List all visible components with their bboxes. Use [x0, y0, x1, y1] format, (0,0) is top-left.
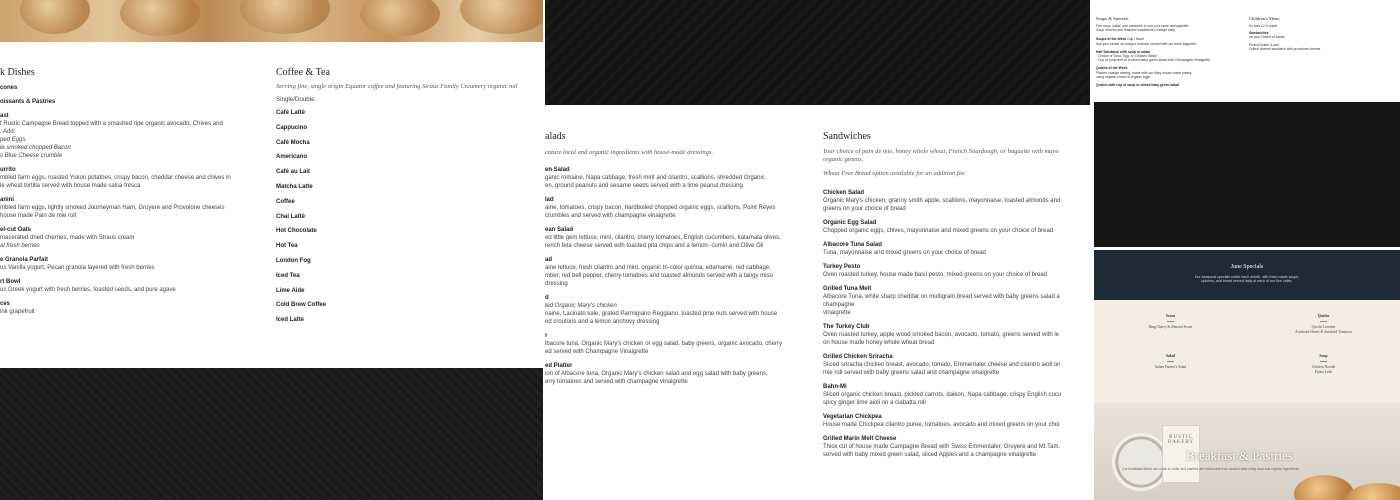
- special-salad: [1094, 354, 1247, 370]
- drink-item: Iced Tea: [276, 272, 300, 279]
- section-title: Sandwiches: [823, 131, 871, 142]
- special-item: Quiche Lorraine: [1311, 324, 1336, 329]
- menu-item: [0, 84, 265, 92]
- divider: [1320, 321, 1327, 322]
- item-name: e Granola Parfait: [0, 257, 49, 263]
- soup-block-name: Quiche with cup of soup or mixed baby green salad: [1096, 83, 1180, 88]
- item-description: on house made honey whole wheat bread: [823, 340, 935, 346]
- drink-item: Lime Aide: [276, 287, 305, 294]
- item-name: d: [545, 295, 549, 301]
- item-description: aine, tomatoes, crispy bacon, hardboiled chopped organic eggs, scallions, Point Reyes: [545, 205, 776, 211]
- section-description: [1096, 24, 1246, 32]
- menu-item: [545, 362, 817, 386]
- soup-block-line: Flavors change weekly, made with our flaky house-made pastry,: [1096, 70, 1192, 75]
- item-description: ed croutons and a lemon anchovy dressing: [545, 319, 660, 325]
- item-description: Albacore Tuna, white sharp cheddar on multigrain bread served with baby greens salad a: [823, 294, 1060, 300]
- item-description: ped Eggs: [0, 137, 26, 143]
- special-item: Artichoke Hearts & Sundried Tomatoes: [1295, 329, 1352, 334]
- menu-item: [545, 196, 817, 220]
- kids-item-line: Grilled cheese sandwich with provolone cheese: [1249, 46, 1321, 51]
- divider: [1167, 321, 1174, 322]
- breakfast-title: Breakfast & Pastries: [1186, 448, 1293, 463]
- kids-list: [1249, 31, 1399, 51]
- item-description: House made Chickpea cilantro puree, tomatoes, avocado and mixed greens on your choi: [823, 422, 1060, 428]
- item-description: champagne: [823, 302, 855, 308]
- item-description: Sliced sriracha chicken breast, avocado, tomato, Emmentaler cheese and cilantro aioli on: [823, 362, 1061, 368]
- item-description: Chopped organic eggs, chives, mayonnaise and mixed greens on your choice of bread: [823, 228, 1054, 234]
- single-double-label: Single/Double: [276, 96, 315, 103]
- sandwiches-section: [823, 131, 1090, 465]
- section-title: Children's Menu: [1249, 16, 1280, 21]
- item-name: Grilled Marin Melt Cheese: [823, 436, 897, 442]
- section-title: Soups & Specials: [1096, 16, 1129, 21]
- pastry-photo: [0, 0, 543, 42]
- wheat-free-note: Wheat Free Bread option available for an addition fee.: [823, 170, 967, 177]
- soups-children-page: [1094, 0, 1400, 102]
- coffee-tea-section: [276, 67, 543, 332]
- drink-item: Coffee: [276, 198, 295, 205]
- item-name: Bahn-Mi: [823, 384, 847, 390]
- soup-list: [1096, 37, 1246, 87]
- breakfast-pastries-hero: [1094, 403, 1400, 500]
- drink-item: Chai Latté: [276, 213, 306, 220]
- item-description: . Add:: [0, 129, 16, 135]
- menu-item: [0, 196, 265, 220]
- description-line: Soup choices and featured sandwiches change daily.: [1096, 28, 1176, 33]
- menu-item: [823, 263, 1090, 279]
- soup-block-name: Quiche of the Week: [1096, 66, 1128, 71]
- menu-item: [545, 294, 817, 326]
- menu-item: [0, 226, 265, 250]
- description-line: organic greens.: [823, 156, 864, 163]
- menu-item: [0, 112, 265, 160]
- soups-specials-section: [1096, 16, 1246, 91]
- item-description: al fresh berries: [0, 243, 40, 249]
- soup-block-line: · Cup of soup and or a mixed baby green salad with Champagne Vinaigrette: [1096, 58, 1211, 63]
- june-specials-banner: [1094, 250, 1400, 300]
- item-description: vinaigrette: [823, 310, 851, 316]
- salads-section: [545, 131, 817, 392]
- item-name: anini: [0, 197, 15, 203]
- menu-item: [823, 219, 1090, 235]
- special-item: Italian Farmer's Salad: [1154, 364, 1187, 369]
- menu-item: [823, 241, 1090, 257]
- menu-item: [0, 166, 265, 190]
- soup-block-line: Ask your server for today's choices, served with our fresh baguette.: [1096, 41, 1197, 46]
- soup-block-suffix: Cup / Bowl: [1126, 37, 1144, 42]
- item-description: rench feta cheese served with toasted pita chips and a lemon- cumin and Olive Oil: [545, 243, 764, 249]
- item-name: Turkey Pesto: [823, 264, 861, 270]
- box-label: RUSTIC BAKERY: [1167, 435, 1195, 445]
- item-description: erry tomatoes and served with champagne vinaigrette: [545, 379, 688, 385]
- item-description: Thick cut of house made Campagne Bread with Swiss Emmentaler, Gruyere and Mt.Tam.: [823, 444, 1061, 450]
- drink-item: Cappucino: [276, 124, 307, 131]
- item-description: Oven roasted turkey, house made basil pesto, mixed greens on your choice of bread: [823, 272, 1048, 278]
- item-description: Oven roasted turkey, apple wood smoked bacon, avocado, tomato, greens served with le: [823, 332, 1060, 338]
- item-name: r: [545, 333, 548, 339]
- breakfast-section: [0, 67, 265, 322]
- item-name: ed Platter: [545, 363, 573, 369]
- sandwich-list: [823, 189, 1090, 459]
- item-description: Tuna, mayonnaise and mixed greens on your choice of bread: [823, 250, 986, 256]
- item-description: mie roll served with baby greens salad and champagne vinaigrette: [823, 370, 1000, 376]
- kids-item-name: Sandwiches: [1249, 31, 1269, 36]
- item-description: le smoked chopped Bacon: [0, 145, 71, 151]
- item-name: cones: [0, 85, 18, 91]
- item-description: served with baby mixed green salad, sliced Apples and a champagne vinaigrette: [823, 452, 1037, 458]
- item-name: Grilled Tuna Melt: [823, 286, 872, 292]
- item-description: aine lettuce, fresh cilantro and mint, organic tri-color quinoa, edamame, red cabbage,: [545, 265, 771, 271]
- special-heading: Quiche: [1317, 314, 1330, 318]
- soup-block: [1096, 37, 1246, 45]
- item-name: el-cut Oats: [0, 227, 32, 233]
- kids-item-line: Peanut butter & jam: [1249, 42, 1279, 47]
- item-description: spicy ginger lime aioli on a ciabatta roll: [823, 400, 926, 406]
- item-description: naine, Lacinato kale, grated Parmigiano Reggiano, toasted pine nuts served with house: [545, 311, 778, 317]
- section-description: Serving fine, single origin Equator coffee and featuring Straus Family Creamery organic mil: [276, 83, 518, 90]
- special-heading: Salad: [1165, 354, 1176, 358]
- special-scone: [1094, 314, 1247, 330]
- item-description: us Vanilla yogurt, Pecan granola layered with fresh berries: [0, 265, 155, 271]
- drink-item: Americano: [276, 154, 308, 161]
- item-description: lbacore tuna, Organic Mary's chicken or egg salad, baby greens, organic avocado, cherry: [545, 341, 782, 347]
- special-heading: Soup: [1319, 354, 1328, 358]
- item-name: en Salad: [545, 167, 570, 173]
- item-name: urrito: [0, 167, 16, 173]
- menu-item: [545, 256, 817, 288]
- soup-block-line: using organic cream & organic eggs: [1096, 74, 1151, 79]
- item-name: The Turkey Club: [823, 324, 870, 330]
- description-line: quiches, and bread served daily at each of our five cafés.: [1201, 279, 1293, 284]
- drink-item: Matcha Latte: [276, 183, 313, 190]
- soup-block-title: [1096, 83, 1246, 87]
- item-description: en, ground peanuts and sesame seeds served with a lime peanut dressing: [545, 183, 743, 189]
- special-soup: [1247, 354, 1400, 375]
- croissant-image: [1344, 483, 1400, 500]
- childrens-menu-section: [1249, 16, 1399, 54]
- drink-item: Café au Lait: [276, 169, 311, 176]
- drink-item: Hot Chocolate: [276, 228, 317, 235]
- coffee-list: [276, 110, 543, 332]
- item-description: us Greek yogurt with fresh berries, toasted seeds, and pure agave: [0, 287, 176, 293]
- divider: [1167, 361, 1174, 362]
- item-name: Chicken Salad: [823, 190, 865, 196]
- menu-item: [823, 435, 1090, 459]
- item-name: ean Salad: [545, 227, 574, 233]
- kids-item: [1249, 31, 1399, 39]
- item-description: ganic romaine, Napa cabbage, fresh mint and cilantro, scallions, shredded Organic: [545, 175, 765, 181]
- item-name: ad: [545, 257, 553, 263]
- item-description: Sliced organic chicken breast, pickled carrots, daikon, Napa cabbage, crispy English cucu: [823, 392, 1062, 398]
- item-name: lad: [545, 197, 554, 203]
- soup-block-name: Soups of the Week: [1096, 37, 1127, 42]
- item-description: ed little gem lettuce, mint, cilantro, cherry tomatoes, English cucumbers, kalamata olives,: [545, 235, 781, 241]
- section-title: alads: [545, 131, 566, 142]
- item-description: Organic Mary's chicken, granny smith apple, scallions, mayonnaise, toasted almonds and: [823, 198, 1061, 204]
- item-description: mber, red bell pepper, cherry tomatoes and toasted almonds served with a tangy miso: [545, 273, 773, 279]
- menu-item: [0, 300, 265, 316]
- item-description: crumbles and served with champagne vinaigrette: [545, 213, 676, 219]
- soup-block: [1096, 83, 1246, 87]
- special-heading: Scone: [1165, 314, 1176, 318]
- section-description: [823, 148, 1090, 164]
- menu-item: [0, 256, 265, 272]
- menu-item: [545, 166, 817, 190]
- item-description: f Rustic Campagne Bread topped with a smashed ripe organic avocado, Chives and: [0, 121, 223, 127]
- menu-item: [545, 226, 817, 250]
- item-name: Grilled Chicken Sriracha: [823, 354, 893, 360]
- dark-background: [0, 368, 543, 500]
- special-item: Chicken Noodle: [1311, 364, 1336, 369]
- menu-item: [545, 332, 817, 356]
- item-name: Organic Egg Salad: [823, 220, 877, 226]
- dark-background: [545, 0, 1090, 105]
- item-name: oissants & Pastries: [0, 99, 56, 105]
- drink-item: Iced Latte: [276, 317, 305, 324]
- menu-item: [0, 98, 265, 106]
- june-specials-list: [1094, 300, 1400, 403]
- item-description: mbled farm eggs, roasted Yukon potatoes, crispy bacon, cheddar cheese and chives in: [0, 175, 231, 181]
- kids-item-line: on your choice of bread: [1249, 35, 1285, 40]
- description-line: Our seasonal specials rotate each month, with fresh-made soups,: [1194, 275, 1300, 279]
- section-description: for kids 12 & under: [1249, 24, 1278, 28]
- menu-item: [823, 285, 1090, 317]
- section-title: k Dishes: [0, 67, 35, 78]
- section-title: Coffee & Tea: [276, 67, 330, 78]
- drink-item: London Fog: [276, 257, 311, 264]
- item-name: ast: [0, 113, 9, 119]
- june-specials-description: [1094, 275, 1400, 284]
- soup-block: [1096, 50, 1246, 63]
- breakfast-list: [0, 84, 265, 316]
- drink-item: Café Mocha: [276, 139, 310, 146]
- item-description: ed served with Champagne Vinaigrette: [545, 349, 649, 355]
- description-line: Pair soup, salad, and sandwich to suit your taste and appetite.: [1096, 24, 1190, 28]
- item-description: led Organic Mary's chicken: [545, 303, 617, 309]
- menu-panel-salads-sandwiches: [545, 0, 1090, 500]
- item-description: ion of Albacore tuna, Organic Mary's chicken salad and egg salad with baby greens,: [545, 371, 768, 377]
- june-specials-title: June Specials: [1230, 264, 1264, 270]
- drink-item: Hot Tea: [276, 243, 298, 250]
- soup-block-line: · Choice of Tuna, Egg, or Chicken Salad: [1096, 54, 1157, 59]
- menu-item: [823, 413, 1090, 429]
- item-description: house made Pain de mie roll: [0, 213, 77, 219]
- description-line: Your choice of pain de mie, honey whole wheat, French Sourdough, or baguette with mayo: [823, 148, 1059, 155]
- item-name: ces: [0, 301, 11, 307]
- item-description: macerated dried cherries, made with Straus cream: [0, 235, 135, 241]
- item-name: Vegetarian Chickpea: [823, 414, 882, 420]
- menu-panel-specials: [1094, 0, 1400, 500]
- dark-background: [1094, 102, 1400, 247]
- item-description: ink grapefruit: [0, 309, 35, 315]
- item-description: greens on your choice of bread: [823, 206, 906, 212]
- breakfast-description: Our breakfast dishes are made to order and pastries are handmade from scratch daily using local and organic ingredients.: [1122, 467, 1300, 471]
- drink-item: Cold Brew Coffee: [276, 302, 327, 309]
- special-item: Bing Cherry & Almond Scone: [1148, 324, 1193, 329]
- kids-item: [1249, 43, 1399, 51]
- soup-block: [1096, 66, 1246, 79]
- item-description: le wheat tortilla served with house made salsa fresca: [0, 183, 141, 189]
- special-item: Potato Leek: [1314, 369, 1333, 374]
- section-description: eature local and organic ingredients with house-made dressings.: [545, 149, 714, 156]
- menu-item: [823, 189, 1090, 213]
- drink-item: Café Latté: [276, 110, 306, 116]
- menu-item: [823, 383, 1090, 407]
- item-description: mbled farm eggs, lightly smoked Journeyman Ham, Gruyere and Provolone cheeses: [0, 205, 225, 211]
- salad-list: [545, 166, 817, 386]
- divider: [1320, 361, 1327, 362]
- item-description: dressing: [545, 281, 568, 287]
- special-quiche: [1247, 314, 1400, 335]
- soup-block-name: Half Sandwich with soup or salad: [1096, 49, 1150, 54]
- menu-item: [823, 353, 1090, 377]
- menu-item: [0, 278, 265, 294]
- menu-panel-breakfast-coffee: [0, 0, 543, 500]
- menu-item: [823, 323, 1090, 347]
- item-name: Albacore Tuna Salad: [823, 242, 882, 248]
- item-description: s Blue Cheese crumble: [0, 153, 63, 159]
- item-name: rt Bowl: [0, 279, 21, 285]
